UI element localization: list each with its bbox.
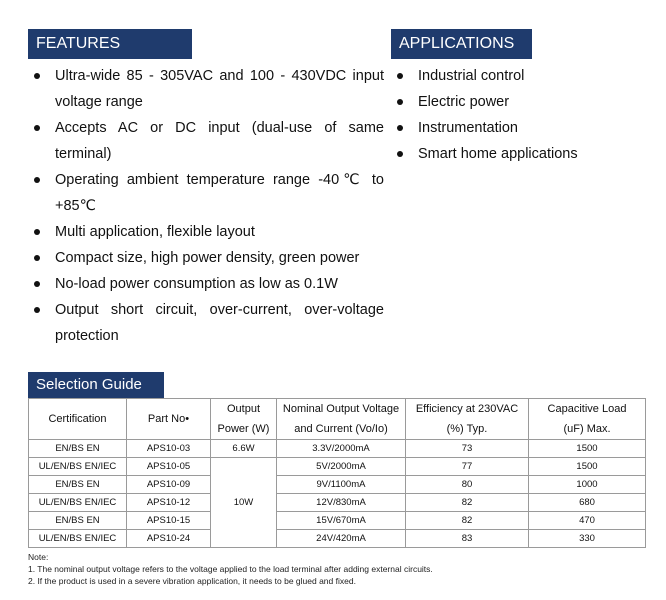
application-item xyxy=(391,89,651,115)
certification-header: Certification xyxy=(29,399,127,440)
feature-text: Ultra-wide 85 - 305VAC and 100 - 430VDC input voltage range xyxy=(55,68,384,110)
capacitive-load-cell: 1000 xyxy=(529,476,646,494)
efficiency-cell: 83 xyxy=(406,530,529,548)
certification-cell: UL/EN/BS EN/IEC xyxy=(29,494,127,512)
nominal-output-cell: 3.3V/2000mA xyxy=(277,440,406,458)
output-power-cell: 6.6W xyxy=(211,440,277,458)
table-row xyxy=(29,476,646,494)
feature-item xyxy=(28,271,384,297)
feature-text: Operating ambient temperature range -40℃ to +85℃ xyxy=(55,172,384,214)
capacitive-load-cell: 1500 xyxy=(529,440,646,458)
application-item xyxy=(391,141,651,167)
output-power-header: Output Power (W) xyxy=(211,399,277,440)
capacitive-load-header: Capacitive Load (uF) Max. xyxy=(529,399,646,440)
feature-item xyxy=(28,115,384,167)
part-no-cell: APS10-24 xyxy=(127,530,211,548)
applications-header: APPLICATIONS xyxy=(391,29,532,59)
application-text: Electric power xyxy=(418,94,510,110)
bullet-icon xyxy=(34,177,40,183)
application-text: Smart home applications xyxy=(418,146,578,162)
table-row xyxy=(29,512,646,530)
application-text: Instrumentation xyxy=(418,120,518,136)
feature-text: Output short circuit, over-current, over-voltage protection xyxy=(55,302,384,344)
bullet-icon xyxy=(34,307,40,313)
capacitive-load-cell: 470 xyxy=(529,512,646,530)
certification-cell: EN/BS EN xyxy=(29,440,127,458)
part-no-header: Part No• xyxy=(127,399,211,440)
efficiency-cell: 80 xyxy=(406,476,529,494)
bullet-icon xyxy=(397,125,403,131)
note-line: 2. If the product is used in a severe vibration application, it needs to be glued and fixed. xyxy=(28,576,356,586)
certification-cell: EN/BS EN xyxy=(29,476,127,494)
feature-item xyxy=(28,297,384,349)
feature-text: Accepts AC or DC input (dual-use of same terminal) xyxy=(55,120,384,162)
application-item xyxy=(391,63,651,89)
efficiency-cell: 77 xyxy=(406,458,529,476)
certification-cell: UL/EN/BS EN/IEC xyxy=(29,458,127,476)
nominal-output-cell: 5V/2000mA xyxy=(277,458,406,476)
part-no-cell: APS10-03 xyxy=(127,440,211,458)
features-header: FEATURES xyxy=(28,29,192,59)
capacitive-load-cell: 330 xyxy=(529,530,646,548)
bullet-icon xyxy=(397,151,403,157)
note-title: Note: xyxy=(28,552,49,562)
part-no-cell: APS10-15 xyxy=(127,512,211,530)
note-line: 1. The nominal output voltage refers to the voltage applied to the load terminal after adding external circuits. xyxy=(28,564,433,574)
bullet-icon xyxy=(34,255,40,261)
nominal-output-cell: 12V/830mA xyxy=(277,494,406,512)
nominal-output-cell: 24V/420mA xyxy=(277,530,406,548)
bullet-icon xyxy=(34,229,40,235)
bullet-icon xyxy=(397,99,403,105)
certification-cell: UL/EN/BS EN/IEC xyxy=(29,530,127,548)
feature-text: No-load power consumption as low as 0.1W xyxy=(55,276,338,292)
efficiency-header: Efficiency at 230VAC (%) Typ. xyxy=(406,399,529,440)
part-no-cell: APS10-09 xyxy=(127,476,211,494)
feature-text: Multi application, flexible layout xyxy=(55,224,255,240)
part-no-cell: APS10-12 xyxy=(127,494,211,512)
part-no-cell: APS10-05 xyxy=(127,458,211,476)
efficiency-cell: 73 xyxy=(406,440,529,458)
nominal-output-header: Nominal Output Voltage and Current (Vo/Io) xyxy=(277,399,406,440)
table-row xyxy=(29,494,646,512)
table-row xyxy=(29,458,646,476)
application-item xyxy=(391,115,651,141)
bullet-icon xyxy=(34,73,40,79)
capacitive-load-cell: 680 xyxy=(529,494,646,512)
application-text: Industrial control xyxy=(418,68,525,84)
table-header-row xyxy=(29,399,646,440)
selection-guide-table xyxy=(28,398,646,548)
output-power-cell: 10W xyxy=(211,458,277,548)
table-row xyxy=(29,530,646,548)
bullet-icon xyxy=(34,281,40,287)
selection-guide-header: Selection Guide xyxy=(28,372,164,398)
efficiency-cell: 82 xyxy=(406,512,529,530)
efficiency-cell: 82 xyxy=(406,494,529,512)
capacitive-load-cell: 1500 xyxy=(529,458,646,476)
feature-item xyxy=(28,63,384,115)
nominal-output-cell: 9V/1100mA xyxy=(277,476,406,494)
bullet-icon xyxy=(397,73,403,79)
nominal-output-cell: 15V/670mA xyxy=(277,512,406,530)
feature-item xyxy=(28,245,384,271)
applications-list xyxy=(391,63,651,167)
bullet-icon xyxy=(34,125,40,131)
feature-item xyxy=(28,219,384,245)
features-list xyxy=(28,63,384,349)
feature-text: Compact size, high power density, green power xyxy=(55,250,360,266)
certification-cell: EN/BS EN xyxy=(29,512,127,530)
feature-item xyxy=(28,167,384,219)
table-row xyxy=(29,440,646,458)
